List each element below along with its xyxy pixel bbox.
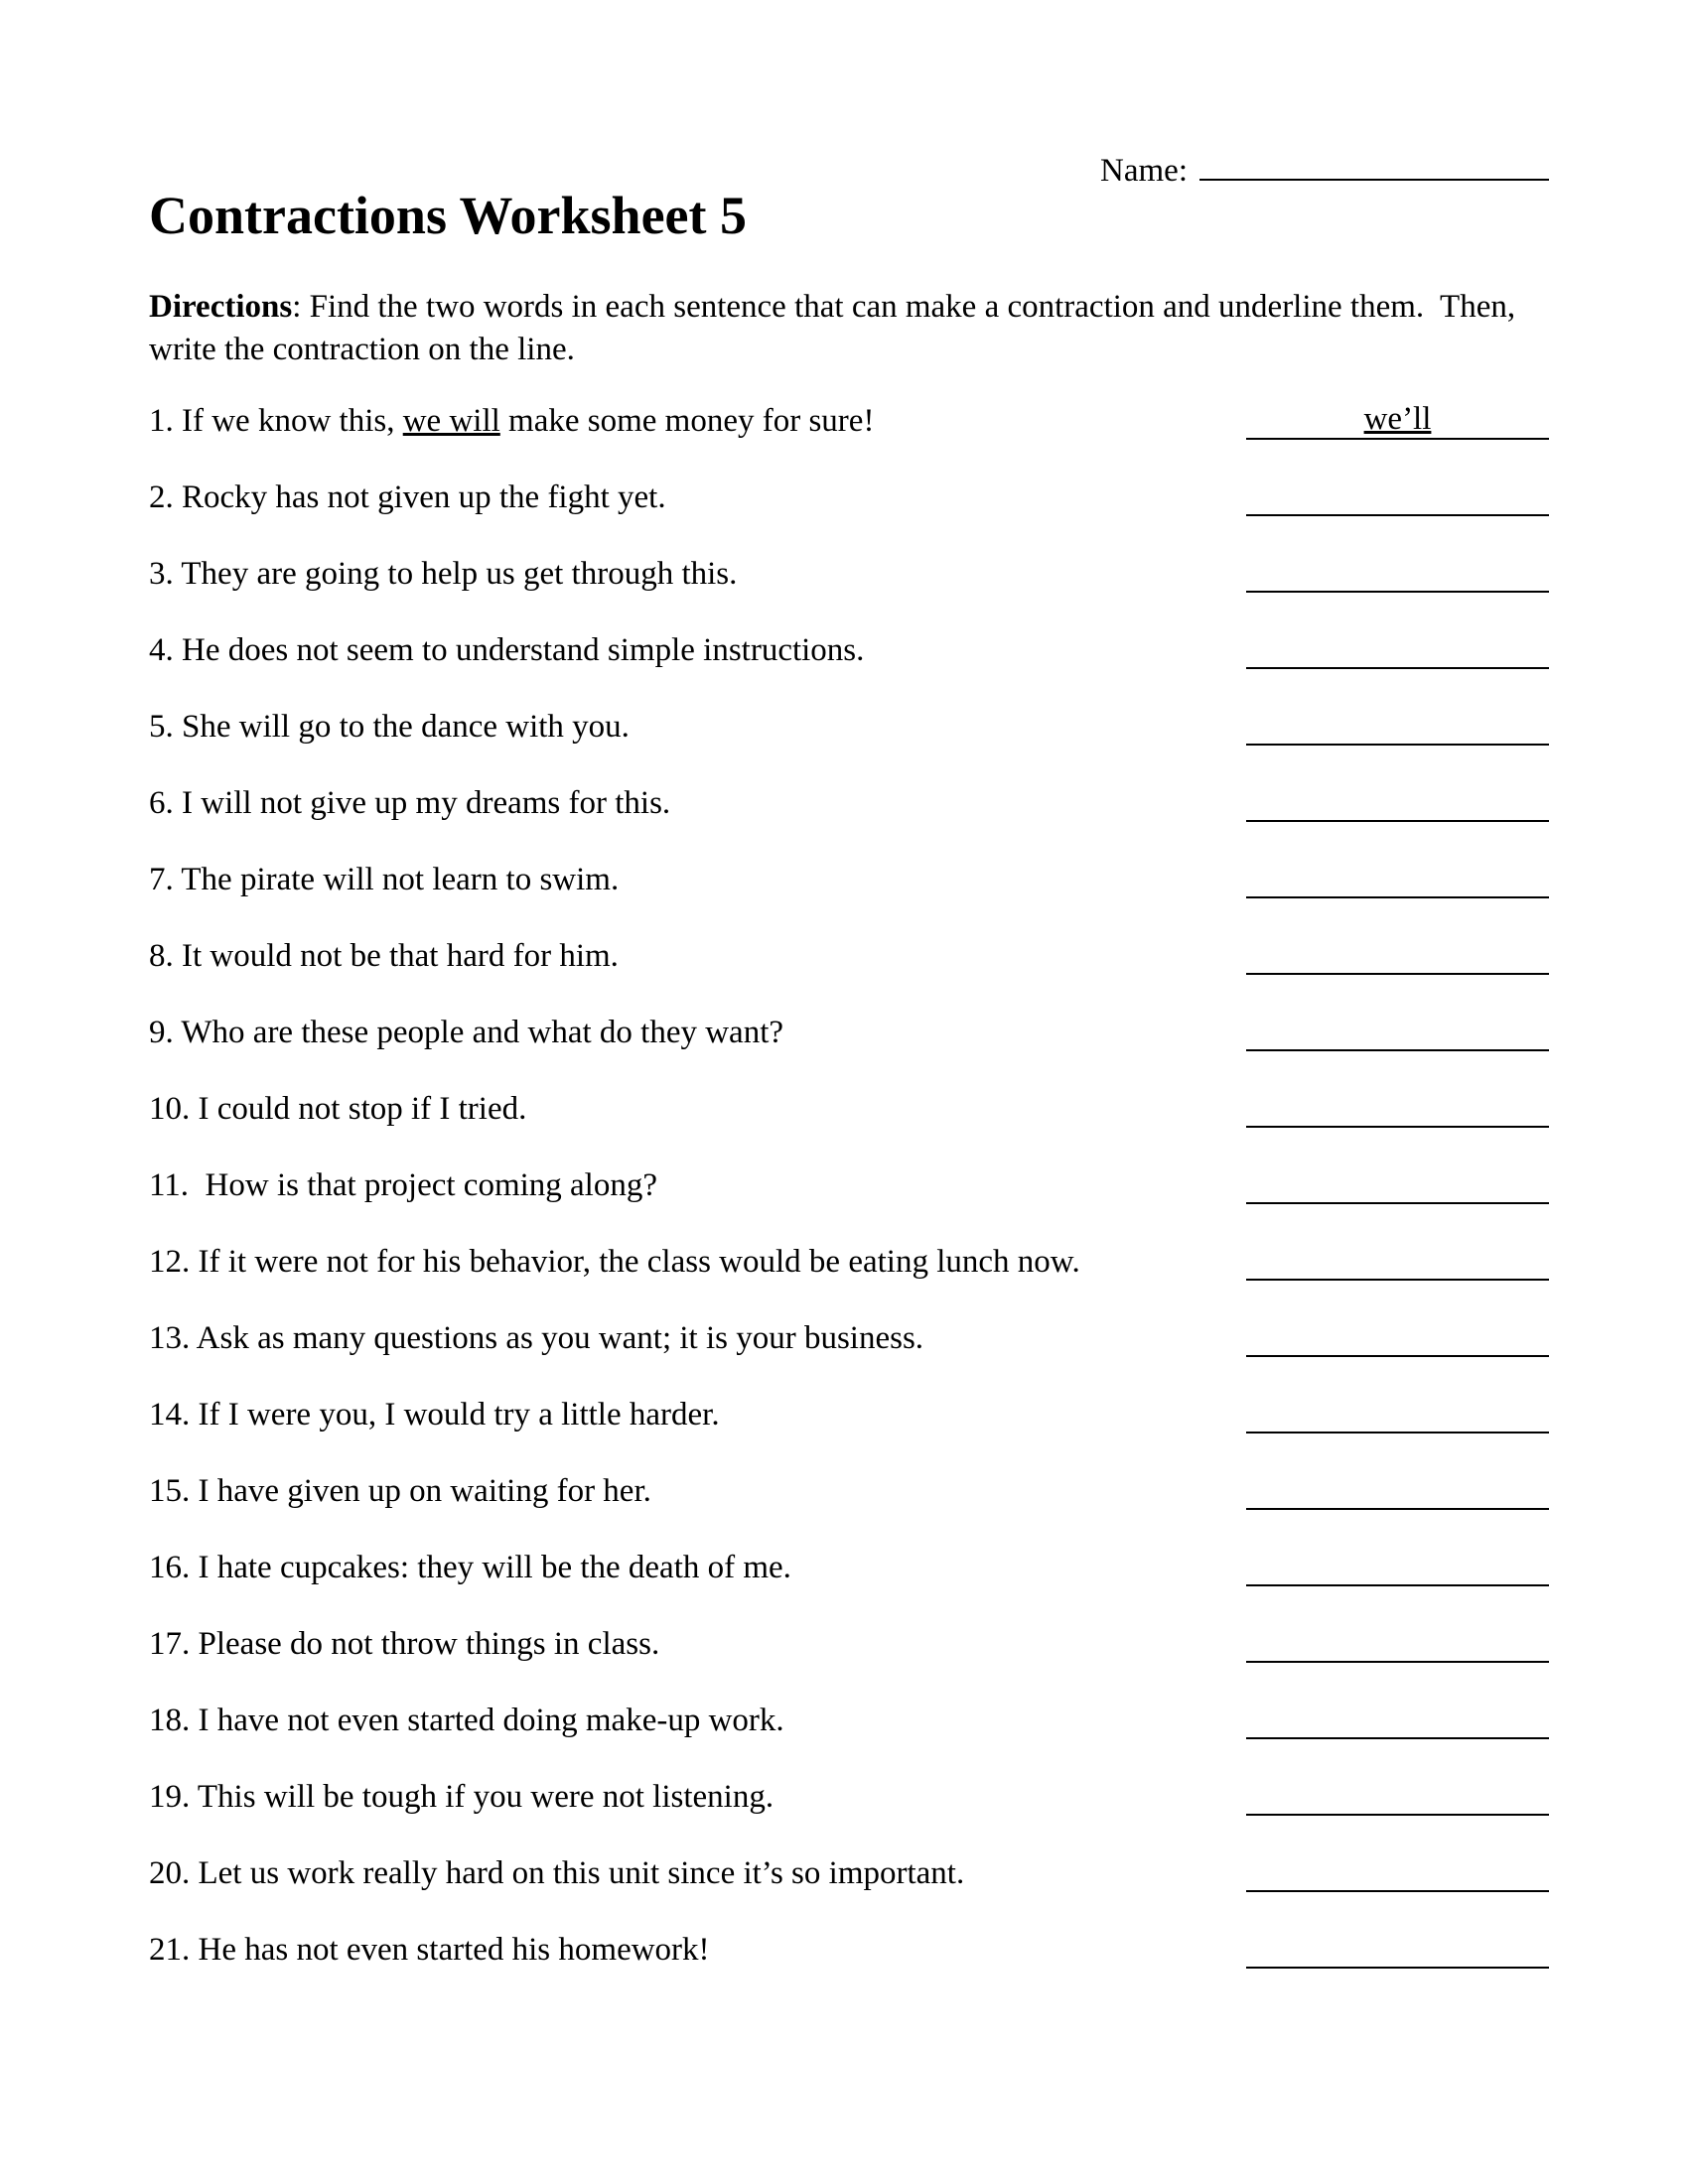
sentence-text-before: 12. If it were not for his behavior, the class would be eating lunch now. (149, 1244, 1080, 1280)
question-row (149, 782, 1549, 859)
answer-blank-line[interactable] (1246, 1470, 1549, 1510)
question-sentence (149, 782, 670, 824)
sentence-text-before: 15. I have given up on waiting for her. (149, 1473, 651, 1509)
underlined-contraction-words: we will (402, 403, 500, 439)
answer-blank-line[interactable] (1246, 553, 1549, 593)
question-row (149, 1088, 1549, 1164)
question-row (149, 629, 1549, 706)
answer-blank-line[interactable] (1246, 1852, 1549, 1892)
question-sentence (149, 1164, 657, 1206)
question-row (149, 1164, 1549, 1241)
sentence-text-before: 1. If we know this, (149, 403, 403, 439)
question-sentence (149, 1852, 964, 1894)
sentence-text-before: 19. This will be tough if you were not listening. (149, 1779, 774, 1815)
sentence-text-before: 4. He does not seem to understand simple instructions. (149, 632, 865, 668)
answer-blank-line[interactable] (1246, 859, 1549, 898)
answer-blank-line[interactable] (1246, 1088, 1549, 1128)
answer-blank-line[interactable] (1246, 477, 1549, 516)
sentence-text-before: 18. I have not even started doing make-up work. (149, 1703, 784, 1738)
sentence-text-before: 21. He has not even started his homework! (149, 1932, 710, 1968)
question-row (149, 859, 1549, 935)
sentence-text-before: 2. Rocky has not given up the fight yet. (149, 479, 666, 515)
sentence-text-before: 8. It would not be that hard for him. (149, 938, 619, 974)
question-sentence (149, 400, 874, 442)
question-row (149, 1241, 1549, 1317)
question-sentence (149, 1394, 720, 1435)
directions-label: Directions (149, 289, 293, 325)
answer-blank-line[interactable] (1246, 1929, 1549, 1969)
question-sentence (149, 1088, 526, 1130)
question-row (149, 477, 1549, 553)
question-row (149, 400, 1549, 477)
directions-text: : Find the two words in each sentence that can make a contraction and underline them. Then, write the contraction on the line. (149, 289, 1524, 367)
question-sentence (149, 1776, 774, 1818)
question-row (149, 1012, 1549, 1088)
question-row (149, 1852, 1549, 1929)
sentence-text-before: 17. Please do not throw things in class. (149, 1626, 660, 1662)
sentence-text-before: 9. Who are these people and what do they want? (149, 1015, 784, 1050)
question-sentence (149, 935, 619, 977)
answer-blank-line[interactable] (1246, 706, 1549, 746)
question-row (149, 1929, 1549, 2005)
sentence-text-before: 10. I could not stop if I tried. (149, 1091, 527, 1127)
sentence-text-before: 16. I hate cupcakes: they will be the death of me. (149, 1550, 791, 1585)
answer-blank-line[interactable] (1246, 782, 1549, 822)
answer-blank-line[interactable] (1246, 1241, 1549, 1281)
question-sentence (149, 859, 619, 900)
answer-blank-line[interactable] (1246, 1776, 1549, 1816)
sentence-text-after: make some money for sure! (499, 403, 875, 439)
question-row (149, 1623, 1549, 1700)
answer-blank-line[interactable] (1246, 1547, 1549, 1586)
question-sentence (149, 477, 666, 518)
question-sentence (149, 1700, 784, 1741)
directions (149, 286, 1557, 371)
question-sentence (149, 1470, 651, 1512)
question-row (149, 1470, 1549, 1547)
sentence-text-before: 13. Ask as many questions as you want; it is your business. (149, 1320, 924, 1356)
question-row (149, 1700, 1549, 1776)
answer-blank-line[interactable] (1246, 629, 1549, 669)
question-sentence (149, 1547, 791, 1588)
sentence-text-before: 6. I will not give up my dreams for this. (149, 785, 671, 821)
answer-blank-line[interactable] (1246, 1394, 1549, 1433)
question-sentence (149, 1317, 923, 1359)
sentence-text-before: 5. She will go to the dance with you. (149, 709, 630, 745)
answer-blank-line[interactable] (1246, 1700, 1549, 1739)
answer-blank-line[interactable] (1246, 400, 1549, 440)
sentence-text-before: 20. Let us work really hard on this unit since it’s so important. (149, 1855, 965, 1891)
answer-blank-line[interactable] (1246, 1623, 1549, 1663)
answer-blank-line[interactable] (1246, 1164, 1549, 1204)
question-row (149, 1547, 1549, 1623)
questions-list (149, 400, 1549, 2005)
question-sentence (149, 1241, 1080, 1283)
question-sentence (149, 629, 864, 671)
question-row (149, 1776, 1549, 1852)
question-row (149, 1317, 1549, 1394)
question-row (149, 706, 1549, 782)
question-row (149, 935, 1549, 1012)
answer-blank-line[interactable] (1246, 1012, 1549, 1051)
sentence-text-before: 11. How is that project coming along? (149, 1167, 657, 1203)
question-sentence (149, 706, 630, 748)
question-sentence (149, 1929, 710, 1971)
question-sentence (149, 1623, 659, 1665)
sentence-text-before: 7. The pirate will not learn to swim. (149, 862, 620, 897)
question-sentence (149, 553, 737, 595)
question-row (149, 1394, 1549, 1470)
question-sentence (149, 1012, 783, 1053)
page-title: Contractions Worksheet 5 (149, 186, 747, 245)
answer-text: we’ll (1363, 401, 1432, 437)
sentence-text-before: 3. They are going to help us get through this. (149, 556, 738, 592)
name-blank-line[interactable] (1199, 149, 1549, 181)
question-row (149, 553, 1549, 629)
name-label: Name: (1100, 153, 1188, 189)
answer-blank-line[interactable] (1246, 1317, 1549, 1357)
answer-blank-line[interactable] (1246, 935, 1549, 975)
sentence-text-before: 14. If I were you, I would try a little harder. (149, 1397, 720, 1433)
